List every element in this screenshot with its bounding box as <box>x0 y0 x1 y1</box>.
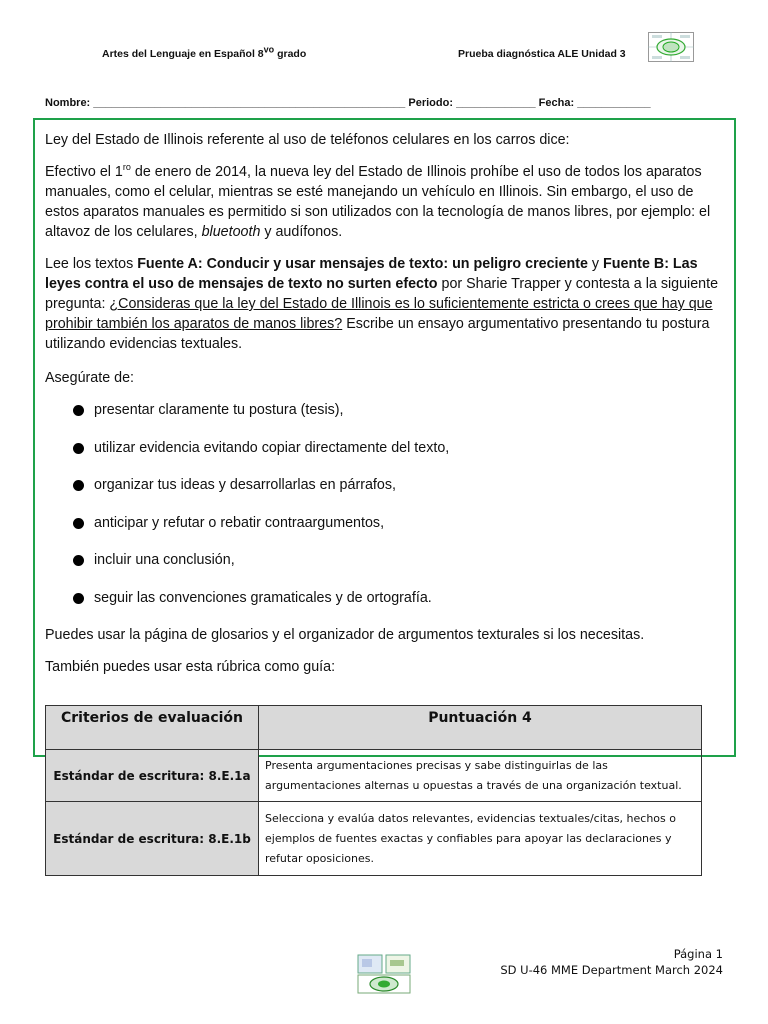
list-item-text: incluir una conclusión, <box>94 552 235 568</box>
fecha-field[interactable]: ____________ <box>577 97 651 109</box>
law-text-italic: bluetooth <box>201 224 261 240</box>
course-title-sup: vo <box>263 44 275 55</box>
nombre-field[interactable]: ___________________________________________________ <box>93 97 406 109</box>
task-text-a: Lee los textos <box>45 256 138 272</box>
rubric-table <box>45 705 702 876</box>
course-title-text: Artes del Lenguaje en Español 8 <box>102 48 264 60</box>
law-paragraph <box>45 162 725 242</box>
bullet-icon <box>73 405 84 416</box>
list-item <box>45 438 725 458</box>
ale-footer-logo-icon <box>357 954 411 994</box>
list-item <box>45 550 725 570</box>
list-item-text: organizar tus ideas y desarrollarlas en párrafos, <box>94 477 396 493</box>
intro-paragraph: Ley del Estado de Illinois referente al uso de teléfonos celulares en los carros dice: <box>45 132 570 148</box>
task-paragraph <box>45 254 725 354</box>
glosarios-paragraph: Puedes usar la página de glosarios y el organizador de argumentos texturales si los necesitas. <box>45 627 645 643</box>
law-text-end: y audífonos. <box>260 224 343 240</box>
law-text-sup: ro <box>122 162 131 173</box>
list-item-text: seguir las convenciones gramaticales y de ortografía. <box>94 589 432 606</box>
description-cell: Presenta argumentaciones precisas y sabe distinguirlas de las argumentaciones alternas u opuestas a través de una organización textual. <box>259 750 702 802</box>
criterion-cell: Estándar de escritura: 8.E.1b <box>46 802 259 876</box>
task-text-d: Escribe un ensayo argumentativo presentando tu postura utilizando evidencias textuales. <box>45 316 710 352</box>
bullet-icon <box>73 555 84 566</box>
asegurate-label: Asegúrate de: <box>45 370 135 386</box>
criterion-cell: Estándar de escritura: 8.E.1a <box>46 750 259 802</box>
page-number: Página 1 <box>673 947 723 961</box>
source-a-title: Fuente A: Conducir y usar mensajes de texto: un peligro creciente <box>137 256 588 272</box>
law-text-start: Efectivo el 1 <box>45 164 123 180</box>
bullet-icon <box>73 480 84 491</box>
student-info-line <box>45 97 725 109</box>
checklist <box>45 400 725 608</box>
bullet-icon <box>73 443 84 454</box>
essay-question: ¿Consideras que la ley del Estado de Illinois es lo suficientemente estricta o crees que hay que prohibir también los aparatos de manos libres? <box>45 296 713 332</box>
footer-info <box>500 946 723 978</box>
list-item <box>45 588 725 608</box>
nombre-label: Nombre: <box>45 97 91 109</box>
list-item <box>45 475 725 495</box>
criteria-header: Criterios de evaluación <box>46 706 259 750</box>
test-title: Prueba diagnóstica ALE Unidad 3 <box>458 48 626 60</box>
course-title-suffix: grado <box>274 48 307 60</box>
ale-logo-icon <box>648 32 694 62</box>
task-text-b: y <box>587 256 604 272</box>
list-item <box>45 400 725 420</box>
course-title <box>102 44 307 60</box>
list-item-text: anticipar y refutar o rebatir contraargumentos, <box>94 514 385 531</box>
list-item-text: presentar claramente tu postura (tesis), <box>94 402 344 418</box>
bullet-icon <box>73 518 84 529</box>
fecha-label: Fecha: <box>538 97 575 109</box>
department-label: SD U-46 MME Department March 2024 <box>500 963 723 977</box>
table-row <box>46 802 702 876</box>
task-text-c: por Sharie Trapper y contesta a la siguiente pregunta: <box>45 276 719 312</box>
bullet-icon <box>73 593 84 604</box>
periodo-label: Periodo: <box>408 97 453 109</box>
instructions <box>45 130 725 689</box>
list-item-text: utilizar evidencia evitando copiar directamente del texto, <box>94 439 450 456</box>
description-cell: Selecciona y evalúa datos relevantes, evidencias textuales/citas, hechos o ejemplos de fuentes exactas y confiables para apoyar las declaraciones y refutar oposiciones. <box>259 802 702 876</box>
table-header-row <box>46 706 702 750</box>
law-text-main: de enero de 2014, la nueva ley del Estado de Illinois prohíbe el uso de todos los aparatos manuales, como el celular, mientras se esté manejando un vehículo en Illinois. Sin embargo, el uso de estos aparatos manuales es permitido si son utilizados con la tecnología de manos libres, por ejemplo: el altavoz de los celulares, <box>45 164 711 240</box>
table-row <box>46 750 702 802</box>
list-item <box>45 513 725 533</box>
rubric-intro: También puedes usar esta rúbrica como guía: <box>45 659 336 675</box>
score-header: Puntuación 4 <box>259 706 702 750</box>
periodo-field[interactable]: _____________ <box>456 97 536 109</box>
source-b-title: Fuente B: Las leyes contra el uso de mensajes de texto no surten efecto <box>45 256 698 292</box>
